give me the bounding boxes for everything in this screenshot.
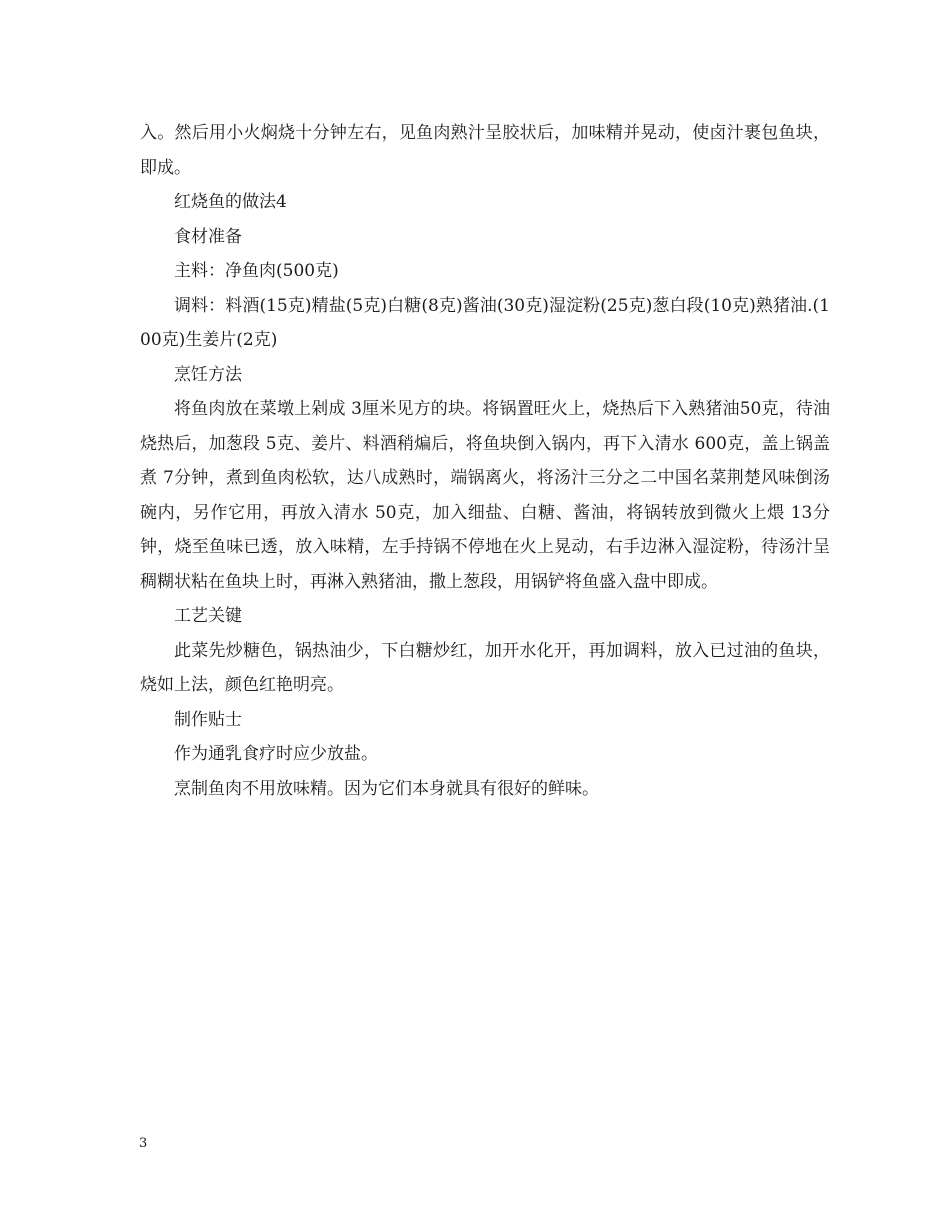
seasonings: 调料：料酒(15克)精盐(5克)白糖(8克)酱油(30克)湿淀粉(25克)葱白段(10克)熟猪油.(100克)生姜片(2克) <box>140 295 830 350</box>
paragraph-continued: 入。然后用小火焖烧十分钟左右，见鱼肉熟汁呈胶状后，加味精并晃动，使卤汁裹包鱼块，即成。 <box>140 123 830 178</box>
heading-method: 烹饪方法 <box>174 364 242 385</box>
page-number: 3 <box>139 1136 148 1151</box>
tip-1: 作为通乳食疗时应少放盐。 <box>174 744 378 764</box>
cooking-steps: 将鱼肉放在菜墩上剁成 3厘米见方的块。将锅置旺火上，烧热后下入熟猪油50克，待油烧热后，加葱段 5克、姜片、料酒稍煸后，将鱼块倒入锅内，再下入清水 600克，盖上锅盖煮 7分钟，煮到鱼肉松软，达八成熟时，端锅离火，将汤汁三分之二中国名菜荆楚风味倒汤碗内，另作它用，再放入清水 50克，加入细盐、白糖、酱油，将锅转放到微火上煨 13分钟，烧至鱼味已透，放入味精，左手持锅不停地在火上晃动，右手边淋入湿淀粉，待汤汁呈稠糊状粘在鱼块上时，再淋入熟猪油，撒上葱段，用锅铲将鱼盛入盘中即成。 <box>140 399 830 592</box>
tip-2: 烹制鱼肉不用放味精。因为它们本身就具有很好的鲜味。 <box>174 778 599 799</box>
key-points: 此菜先炒糖色，锅热油少，下白糖炒红，加开水化开，再加调料，放入已过油的鱼块，烧如上法，颜色红艳明亮。 <box>140 640 830 695</box>
heading-tips: 制作贴士 <box>174 709 242 730</box>
page-content <box>140 116 830 806</box>
heading-key-points: 工艺关键 <box>174 606 242 626</box>
main-ingredient: 主料：净鱼肉(500克) <box>174 261 339 281</box>
heading-ingredients: 食材准备 <box>174 226 242 247</box>
section-title: 红烧鱼的做法4 <box>174 192 287 212</box>
